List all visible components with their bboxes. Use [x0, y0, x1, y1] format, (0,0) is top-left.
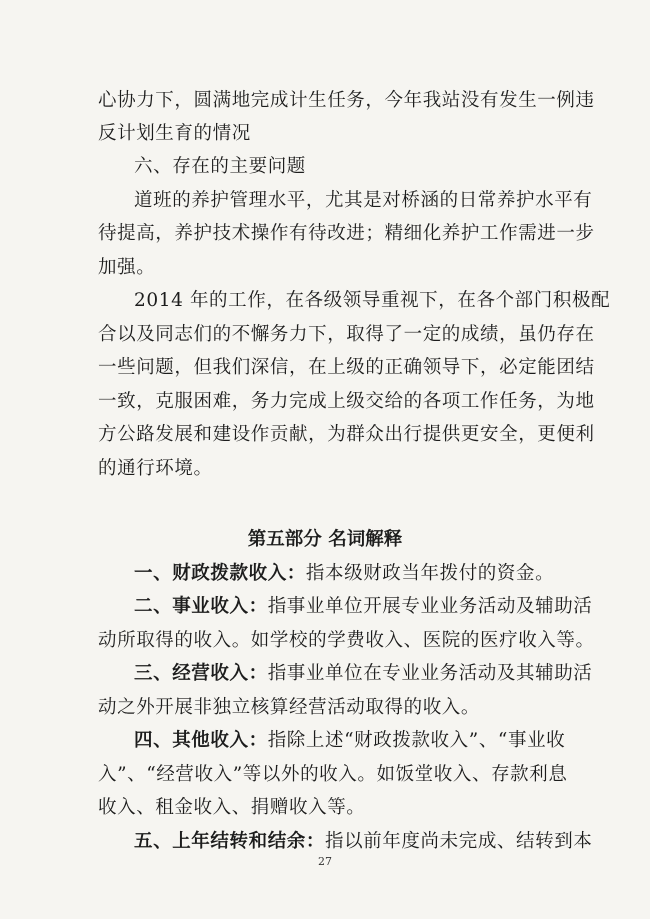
- definition-line: [134, 559, 604, 589]
- page-number: 27: [318, 855, 332, 868]
- body-line: 方公路发展和建设作贡献，为群众出行提供更安全，更便利: [98, 424, 595, 445]
- body-line: 的通行环境。: [98, 458, 213, 479]
- definition-text: 指事业单位开展专业业务活动及辅助活: [267, 596, 593, 617]
- definition-line: [134, 827, 604, 857]
- subheading: 六、存在的主要问题: [134, 156, 306, 177]
- definition-text: 指本级财政当年拨付的资金。: [305, 563, 555, 584]
- definition-cont: 动所取得的收入。如学校的学费收入、医院的医疗收入等。: [98, 630, 595, 651]
- section-heading: 第五部分 名词解释: [247, 529, 403, 550]
- definition-cont: 动之外开展非独立核算经营活动取得的收入。: [98, 697, 481, 718]
- definition-text: 指除上述“财政拨款收入”、“事业收: [267, 730, 566, 751]
- definition-term: 四、其他收入：: [134, 730, 268, 751]
- body-line: 道班的养护管理水平，尤其是对桥涵的日常养护水平有: [134, 190, 593, 211]
- body-line: 加强。: [98, 257, 156, 278]
- body-line: 2014 年的工作，在各级领导重视下，在各个部门积极配: [134, 290, 611, 311]
- definition-term: 三、经营收入：: [134, 663, 268, 684]
- body-line: 一致，克服困难，务力完成上级交给的各项工作任务，为地: [98, 391, 595, 412]
- definition-cont: 收入、租金收入、捐赠收入等。: [98, 797, 366, 818]
- definition-line: [134, 592, 604, 622]
- body-line: 一些问题，但我们深信，在上级的正确领导下，必定能团结: [98, 357, 595, 378]
- definition-term: 二、事业收入：: [134, 596, 268, 617]
- definition-text: 指以前年度尚未完成、结转到本: [325, 831, 593, 852]
- definition-line: [134, 726, 604, 756]
- definition-term: 五、上年结转和结余：: [134, 831, 326, 852]
- definition-text: 指事业单位在专业业务活动及其辅助活: [267, 663, 593, 684]
- body-line: 心协力下，圆满地完成计生任务，今年我站没有发生一例违: [98, 90, 595, 111]
- body-line: 合以及同志们的不懈务力下，取得了一定的成绩，虽仍存在: [98, 324, 595, 345]
- definition-term: 一、财政拨款收入：: [134, 563, 306, 584]
- body-line: 反计划生育的情况: [98, 123, 251, 144]
- definition-line: [134, 659, 604, 689]
- definition-cont: 入”、“经营收入”等以外的收入。如饭堂收入、存款利息: [98, 764, 568, 785]
- body-line: 待提高，养护技术操作有待改进；精细化养护工作需进一步: [98, 223, 595, 244]
